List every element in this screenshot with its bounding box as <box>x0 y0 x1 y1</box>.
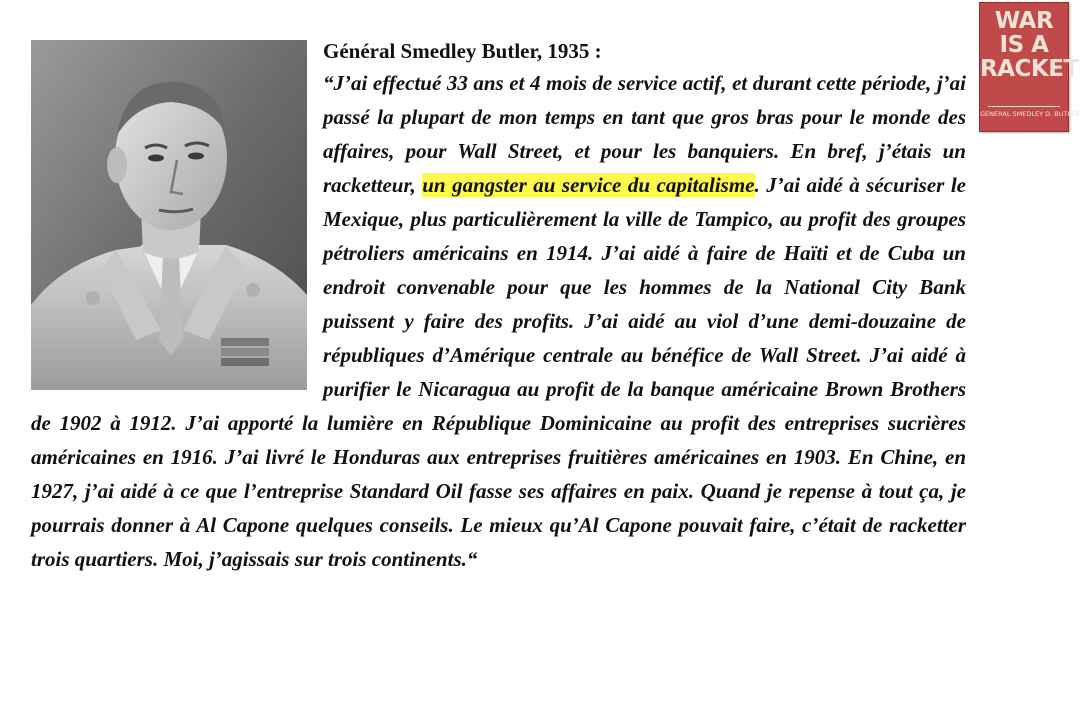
book-title: WAR IS A RACKET <box>980 8 1079 82</box>
book-author: GENERAL SMEDLEY D. BUTLER <box>980 110 1080 118</box>
portrait-wrap-spacer <box>31 36 323 384</box>
book-divider <box>988 106 1060 107</box>
quote-heading: Général Smedley Butler, 1935 : <box>323 39 602 63</box>
quote-block <box>31 8 1080 576</box>
book-cover <box>979 2 1080 132</box>
quote-text-part-1: “J’ai effectué 33 ans et 4 mois de service actif, et durant cette période, j’ai passé la plupart de mon temps en tant que gros bras pour le monde des affaires, pour Wall Street, et pour les banquiers. En bref, j’étais un racketteur, <box>323 71 966 197</box>
quote-text-part-2: . J’ai aidé à sécuriser le Mexique, plus particulièrement la ville de Tampico, au profit des groupes pétroliers américains en 1914. J’ai aidé à faire de Haïti et de Cuba un endroit convenable pour que les hommes de la National City Bank puissent y faire des profits. J’ai aidé au viol d’une demi-douzaine de républiques d’Amérique centrale au bénéfice de Wall Street. J’ai aidé à purifier le Nicaragua au profit de la banque américaine Brown Brothers de 1902 à 1912. J’ai apporté la lumière en République Dominicaine au profit des entreprises sucrières américaines en 1916. J’ai livré le Honduras aux entreprises fruitières américaines en 1903. En Chine, en 1927, j’ai aidé à ce que l’entreprise Standard Oil fasse ses affaires en paix. Quand je repense à tout ça, je pourrais donner à Al Capone quelques conseils. Le mieux qu’Al Capone pouvait faire, c’était de racketter trois quartiers. Moi, j’agissais sur trois continents.“ <box>31 173 966 571</box>
highlighted-phrase: un gangster au service du capitalisme <box>422 173 755 197</box>
